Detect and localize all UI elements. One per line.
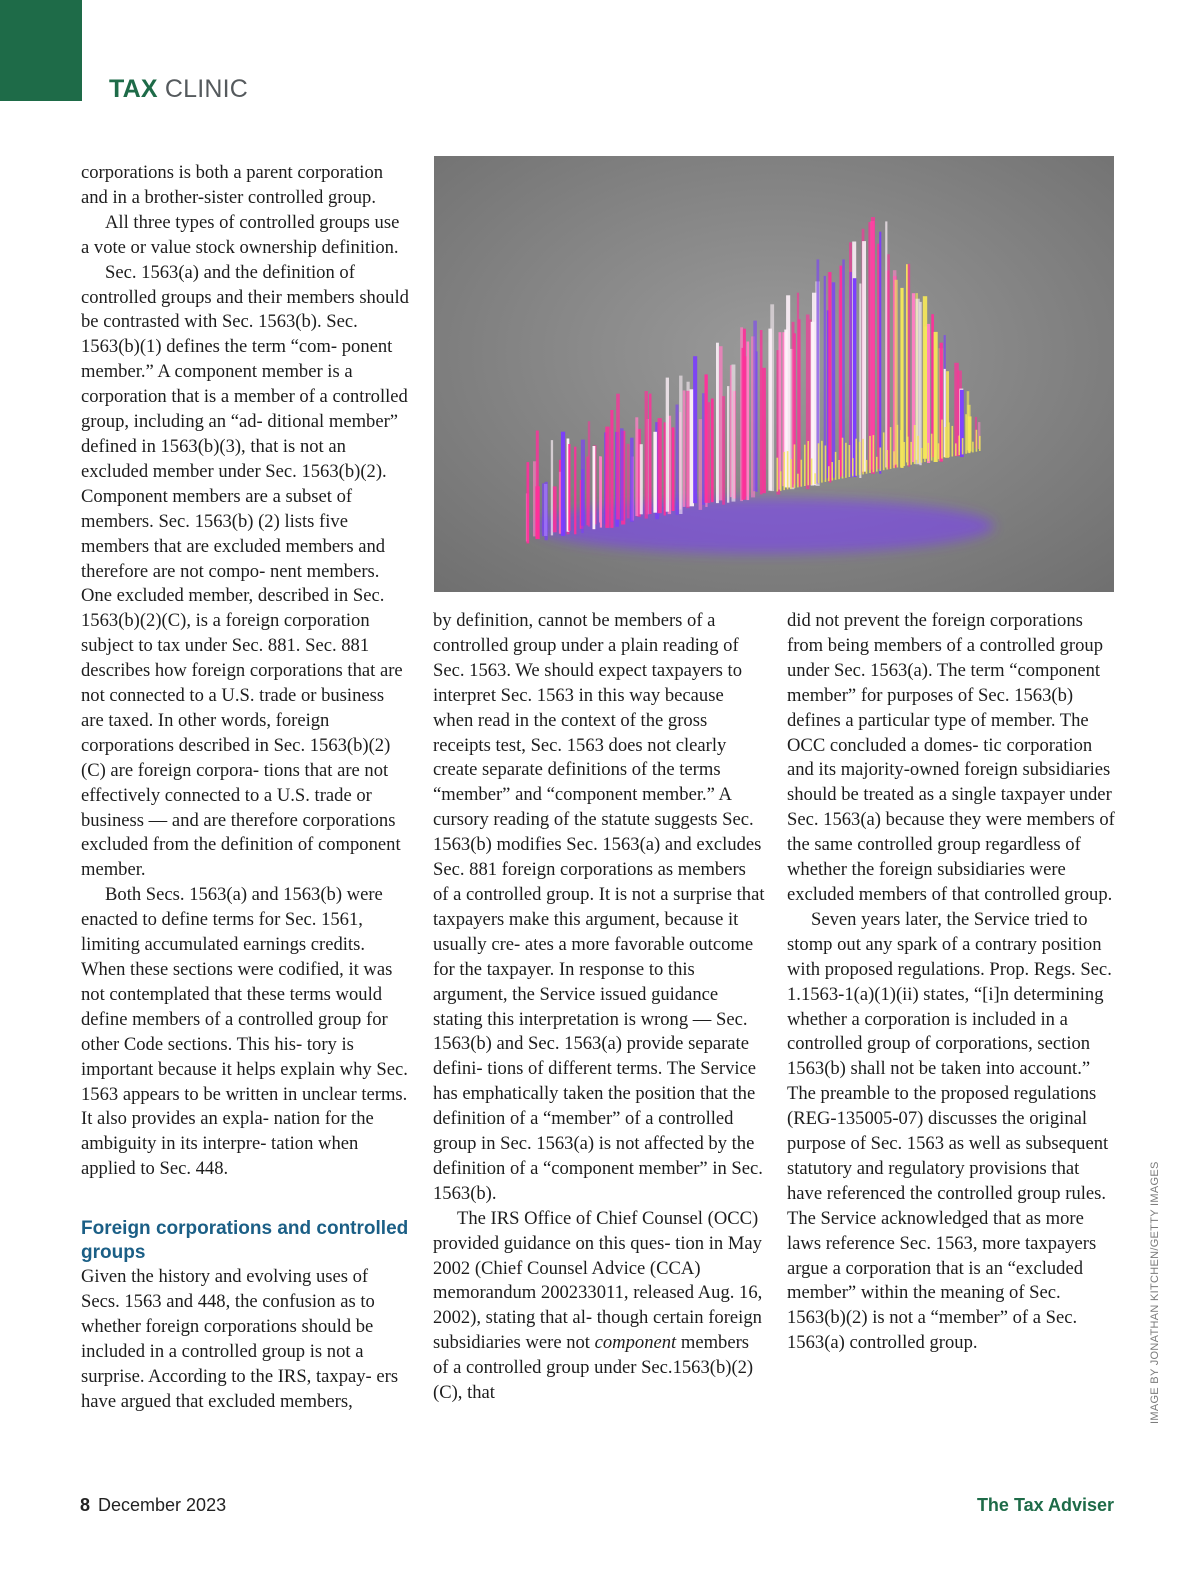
column-2: [433, 609, 765, 1406]
illustration-bar-accent: [804, 445, 806, 486]
footer-left: [80, 1495, 226, 1516]
illustration-bar: [708, 402, 710, 503]
illustration-bar-accent: [835, 452, 837, 480]
illustration-bar-accent: [924, 421, 926, 462]
illustration-bar: [686, 391, 690, 508]
illustration-bar-accent: [928, 443, 930, 461]
illustration-bar-accent: [886, 450, 888, 470]
illustration-bar: [658, 418, 662, 513]
illustration-bar: [574, 447, 576, 535]
illustration-bar-accent: [849, 445, 851, 477]
illustration-bar: [705, 374, 708, 502]
illustration-bar: [742, 348, 745, 500]
illustration-bar: [599, 456, 601, 522]
illustration-bar: [762, 368, 766, 493]
illustration-bar-accent: [917, 436, 919, 464]
illustration-bar-accent: [807, 441, 809, 485]
illustration-bar-accent: [938, 443, 940, 459]
illustration-bar: [908, 264, 911, 467]
illustration-bar-accent: [866, 460, 868, 474]
section-color-tab: [0, 0, 82, 101]
illustration-bar-accent: [828, 466, 830, 481]
illustration-bar: [666, 378, 669, 512]
illustration-bar: [630, 438, 634, 522]
paragraph-text: The IRS Office of Chief Counsel (OCC) provided guidance on this ques- tion in May 2002 (Chief Counsel Advice (CCA) memorandum 200233011, released Aug. 16, 2002), stating that al- though certain foreign subsidiaries were not: [433, 1207, 763, 1354]
illustration-bar: [561, 432, 565, 536]
illustration-bar: [672, 427, 675, 511]
illustration-bar: [527, 462, 530, 543]
illustration-bar-accent: [910, 442, 912, 465]
illustration-bar: [545, 482, 548, 540]
column-3: [787, 609, 1119, 1356]
illustration-bar-accent: [814, 473, 816, 484]
illustration-bar: [676, 405, 679, 515]
illustration-bar-accent: [783, 452, 785, 490]
section-label: [109, 75, 248, 104]
illustration-bar: [683, 390, 686, 507]
illustration-bar-accent: [838, 460, 840, 479]
paragraph: Sec. 1563(a) and the definition of controlled groups and their members should be contrasted with Sec. 1563(b). Sec. 1563(b)(1) defines the term “com- ponent member.” A component member is a corporation that is a member of a controlled group, including an “ad- ditional member” defined in 1563(b)(3), that is not an excluded member under Sec. 1563(b)(2). Component members are a subset of members. Sec. 1563(b) (2) lists five members that are excluded members and therefore are not compo- nent members. One excluded member, described in Sec. 1563(b)(2)(C), is a foreign corporation subject to tax under Sec. 881. Sec. 881 describes how foreign corporations that are not connected to a U.S. trade or business are taxed. In other words, foreign corporations described in Sec. 1563(b)(2)(C) are foreign corpora- tions that are not effectively connected to a U.S. trade or business — and are therefore corporations excluded from the definition of component member.: [81, 261, 409, 881]
illustration-bar-accent: [842, 438, 844, 479]
illustration-bar: [649, 394, 652, 514]
illustration-bar: [627, 444, 630, 519]
bars-reflection: [534, 498, 994, 554]
paragraph: Both Secs. 1563(a) and 1563(b) were enacted to define terms for Sec. 1561, limiting accumulated earnings credits. When these sections were codified, it was not contemplated that these terms would define members of a controlled group for other Code sections. This his- tory is important because it helps explain why Sec. 1563 appears to be written in unclear terms. It also provides an expla- nation for the ambiguity in its interpre- tation when applied to Sec. 448.: [81, 884, 408, 1180]
illustration-bar: [747, 342, 750, 501]
illustration-bar-accent: [797, 474, 799, 488]
illustration-bar: [832, 282, 835, 478]
illustration-bar-accent: [855, 439, 857, 476]
illustration-bar-accent: [821, 441, 823, 483]
section-label-strong: TAX: [109, 75, 158, 103]
illustration-bar-accent: [777, 458, 779, 492]
illustration-bar-accent: [904, 442, 906, 466]
illustration-bar-accent: [811, 459, 813, 485]
illustration-bar: [934, 332, 938, 462]
illustration-bar: [581, 440, 585, 526]
illustration-bar: [640, 444, 643, 514]
paragraph: corporations is both a parent corporation and in a brother-sister controlled group.: [81, 162, 384, 208]
illustration-bar: [919, 302, 921, 465]
illustration-bar-accent: [890, 427, 892, 469]
illustration-bar-accent: [958, 436, 960, 456]
page-number: 8: [80, 1495, 91, 1515]
article-image: [434, 156, 1114, 592]
illustration-bar-accent: [955, 443, 957, 455]
illustration-bar-accent: [897, 425, 899, 468]
illustration-bar: [779, 332, 782, 489]
illustration-bar: [829, 272, 832, 482]
illustration-bar-accent: [914, 425, 916, 464]
illustration-bar: [551, 440, 553, 535]
illustration-bar-accent: [979, 436, 981, 451]
illustration-bar: [719, 346, 723, 500]
illustration-bar-accent: [962, 438, 964, 454]
illustration-bar: [536, 431, 539, 539]
illustration-bar-accent: [859, 442, 861, 475]
illustration-bar-accent: [794, 444, 796, 488]
illustration-bar: [862, 241, 866, 472]
illustration-bar: [727, 386, 729, 503]
paragraph: Seven years later, the Service tried to stomp out any spark of a contrary position with proposed regulations. Prop. Regs. Sec. 1.1563-1(a)(1)(ii) states, “[i]n determining whether a corporation is included in a controlled group of corporations, section 1563(b) shall not be taken into account.” The preamble to the proposed regulations (REG-135005-07) discusses the original purpose of Sec. 1563 as well as subsequent statutory and regulatory provisions that have referenced the controlled group rules. The Service acknowledged that as more laws reference Sec. 1563, more taxpayers argue a corporation that is an “excluded member” within the meaning of Sec. 1563(b)(2) is not a “member” of a Sec. 1563(a) controlled group.: [787, 908, 1112, 1354]
issue-date: December 2023: [98, 1495, 227, 1515]
illustration-bar-accent: [852, 458, 854, 476]
illustration-bar: [616, 394, 620, 520]
illustration-bar-accent: [969, 433, 971, 453]
illustration-bar: [679, 376, 682, 514]
illustration-bar-accent: [907, 437, 909, 466]
illustration-bar: [885, 221, 887, 467]
bars-glow: [534, 498, 994, 554]
illustration-bar: [756, 351, 758, 492]
illustration-bar-accent: [876, 457, 878, 472]
illustration-bar-accent: [972, 442, 974, 453]
publication-name: The Tax Adviser: [976, 1495, 1114, 1515]
illustration-bar: [699, 419, 703, 510]
section-label-light: CLINIC: [164, 75, 249, 103]
illustration-bar: [887, 254, 890, 469]
illustration-bar-accent: [869, 436, 871, 473]
illustration-bar: [605, 427, 609, 528]
illustration-bar: [653, 432, 657, 513]
illustration-bar-accent: [831, 462, 833, 481]
column-1: [81, 161, 409, 1415]
paragraph: by definition, cannot be members of a controlled group under a plain reading of Sec. 1563. We should expect taxpayers to interpret Sec. 1563 in this way because when read in the context of the gross receipts test, Sec. 1563 does not clearly create separate definitions of the terms “member” and “component member.” A cursory reading of the statute suggests Sec. 1563(b) modifies Sec. 1563(a) and excludes Sec. 881 foreign corporations as members of a controlled group. It is not a surprise that taxpayers make this argument, because it usually cre- ates a more favorable outcome for the taxpayer. In response to this argument, the Service issued guidance stating this interpretation is wrong — Sec. 1563(b) and Sec. 1563(a) provide separate defini- tions of different terms. The Service has emphatically taken the position that the definition of a “member” of a controlled group in Sec. 1563(a) is not affected by the definition of a “component member” in Sec. 1563(b).: [433, 610, 765, 1204]
illustration-bar: [879, 232, 881, 474]
illustration-bar-accent: [941, 420, 943, 459]
illustration-bar-accent: [873, 435, 875, 472]
paragraph: [433, 1207, 765, 1406]
illustration-bar-accent: [825, 446, 827, 482]
illustration-bar-accent: [931, 434, 933, 461]
illustration-bar: [553, 486, 557, 532]
illustration-bar-accent: [934, 450, 936, 460]
illustration-bar-accent: [945, 427, 947, 458]
illustration-bar: [732, 365, 736, 502]
illustration-bar-accent: [880, 448, 882, 471]
paragraph: did not prevent the foreign corporations from being members of a controlled group under Sec. 1563(a). The term “component member” for purposes of Sec. 1563(b) defines a particular type of member. The OCC concluded a domes- tic corporation and its majority-owned foreign subsidiaries should be treated as a single taxpayer under Sec. 1563(a) because they were members of the same controlled group regardless of whether the foreign subsidiaries were excluded members of that controlled group.: [787, 610, 1115, 905]
illustration-bar: [588, 421, 590, 526]
illustration-bar: [693, 356, 697, 503]
illustration-bar-accent: [780, 471, 782, 491]
illustration-bar: [798, 319, 800, 486]
paragraph-text: members of a controlled group under Sec.1563(b)(2)(C), that: [433, 1332, 754, 1404]
image-credit: IMAGE BY JONATHAN KITCHEN/GETTY IMAGES: [1149, 1161, 1161, 1424]
paragraph: All three types of controlled groups use a vote or value stock ownership definition.: [81, 211, 400, 258]
illustration-bar-accent: [801, 460, 803, 487]
illustration-bar: [927, 324, 930, 463]
illustration-bar-accent: [818, 443, 820, 483]
illustration-bar-accent: [900, 430, 902, 467]
illustration-bar-accent: [845, 443, 847, 478]
illustration-bar: [722, 396, 725, 505]
illustration-bar-accent: [921, 448, 923, 463]
illustration-bar: [711, 399, 714, 503]
illustration-bar-accent: [948, 422, 950, 457]
illustration-bar: [645, 391, 648, 519]
illustration-bar-accent: [976, 430, 978, 452]
illustration-bar-accent: [790, 459, 792, 489]
paragraph: Given the history and evolving uses of Secs. 1563 and 448, the confusion as to whether foreign corporations should be included in a controlled group is not a surprise. According to the IRS, taxpay- ers have argued that excluded members,: [81, 1266, 399, 1412]
illustration-bar-accent: [862, 439, 864, 475]
illustration-bar: [610, 410, 613, 528]
illustration-bar-accent: [893, 451, 895, 468]
illustration-bar-accent: [965, 414, 967, 454]
illustration-bar-accent: [952, 426, 954, 457]
illustration-bar: [635, 417, 638, 516]
illustration-bar: [620, 428, 624, 520]
subheading: Foreign corporations and controlled groups: [81, 1218, 409, 1264]
abstract-bars-illustration: [434, 156, 1114, 592]
italic-term: component: [594, 1332, 677, 1354]
illustration-bar: [716, 343, 719, 503]
illustration-bar: [568, 444, 570, 531]
illustration-bar: [768, 329, 772, 491]
illustration-bar-accent: [883, 432, 885, 470]
illustration-bar: [593, 446, 596, 529]
illustration-bar-accent: [787, 451, 789, 489]
illustration-bar: [664, 422, 666, 515]
